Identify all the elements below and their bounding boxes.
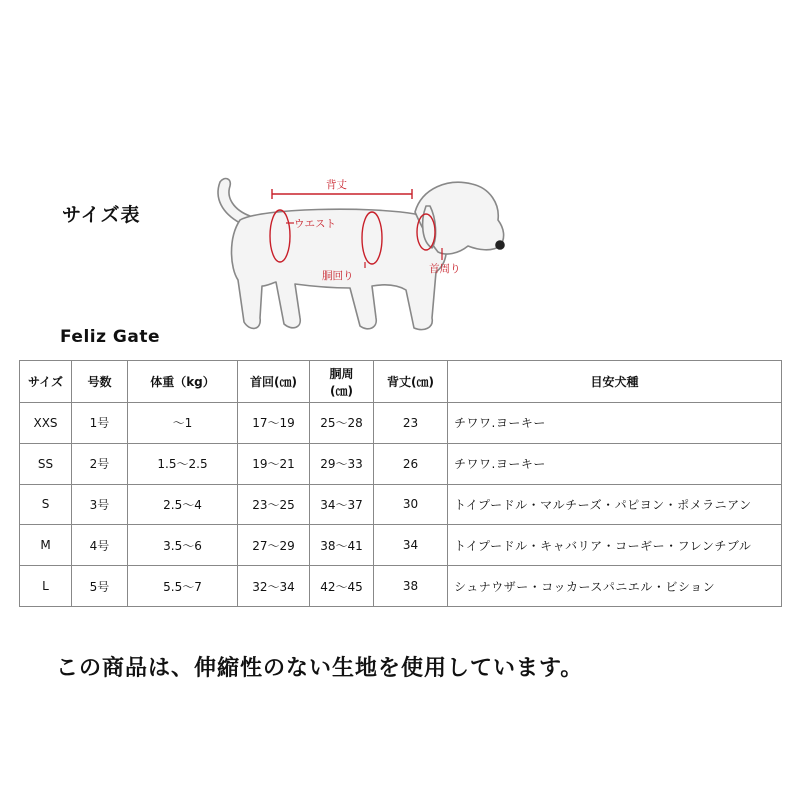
table-cell: 19～21 [238,443,310,484]
breed-cell: トイプードル・キャバリア・コーギー・フレンチブル [448,525,782,566]
table-cell: 23～25 [238,484,310,525]
breed-cell: チワワ.ヨーキー [448,403,782,444]
table-cell: 38～41 [310,525,374,566]
table-cell: 3.5～6 [128,525,238,566]
column-header: サイズ [20,361,72,403]
table-row [20,525,782,566]
dog-silhouette [218,179,504,330]
table-row [20,484,782,525]
fabric-note: この商品は、伸縮性のない生地を使用しています。 [56,656,584,681]
neck-label: 首周り [429,263,461,275]
table-cell: 5.5～7 [128,566,238,607]
table-cell: ～1 [128,403,238,444]
table-cell: 5号 [72,566,128,607]
table-cell: 38 [374,566,448,607]
table-cell: S [20,484,72,525]
column-header: 体重（kg） [128,361,238,403]
table-cell: L [20,566,72,607]
table-cell: 34～37 [310,484,374,525]
table-cell: 4号 [72,525,128,566]
column-header: 号数 [72,361,128,403]
table-cell: 1号 [72,403,128,444]
dog-measurement-diagram [200,168,520,348]
table-header-row [20,361,782,403]
table-cell: 27～29 [238,525,310,566]
brand-name: Feliz Gate [60,327,161,347]
table-row [20,443,782,484]
waist-label: ウエスト [294,218,336,230]
table-cell: 2.5～4 [128,484,238,525]
table-cell: 25～28 [310,403,374,444]
girth-label: 胴回り [322,270,354,282]
breed-cell: チワワ.ヨーキー [448,443,782,484]
table-cell: 29～33 [310,443,374,484]
table-cell: 34 [374,525,448,566]
table-cell: M [20,525,72,566]
table-cell: 23 [374,403,448,444]
table-row [20,566,782,607]
size-chart-title: サイズ表 [62,204,141,226]
breed-cell: シュナウザー・コッカースパニエル・ビション [448,566,782,607]
column-header: 首回(㎝) [238,361,310,403]
table-cell: SS [20,443,72,484]
table-cell: 17～19 [238,403,310,444]
table-cell: 1.5～2.5 [128,443,238,484]
column-header: 目安犬種 [448,361,782,403]
table-row [20,403,782,444]
table-cell: 3号 [72,484,128,525]
breed-cell: トイプードル・マルチーズ・パピヨン・ポメラニアン [448,484,782,525]
table-cell: 32～34 [238,566,310,607]
size-table [19,360,782,607]
table-cell: 2号 [72,443,128,484]
table-cell: 42～45 [310,566,374,607]
table-cell: 26 [374,443,448,484]
table-cell: XXS [20,403,72,444]
back-length-label: 背丈 [326,179,347,191]
column-header: 背丈(㎝) [374,361,448,403]
table-cell: 30 [374,484,448,525]
column-header: 胴周 (㎝) [310,361,374,403]
